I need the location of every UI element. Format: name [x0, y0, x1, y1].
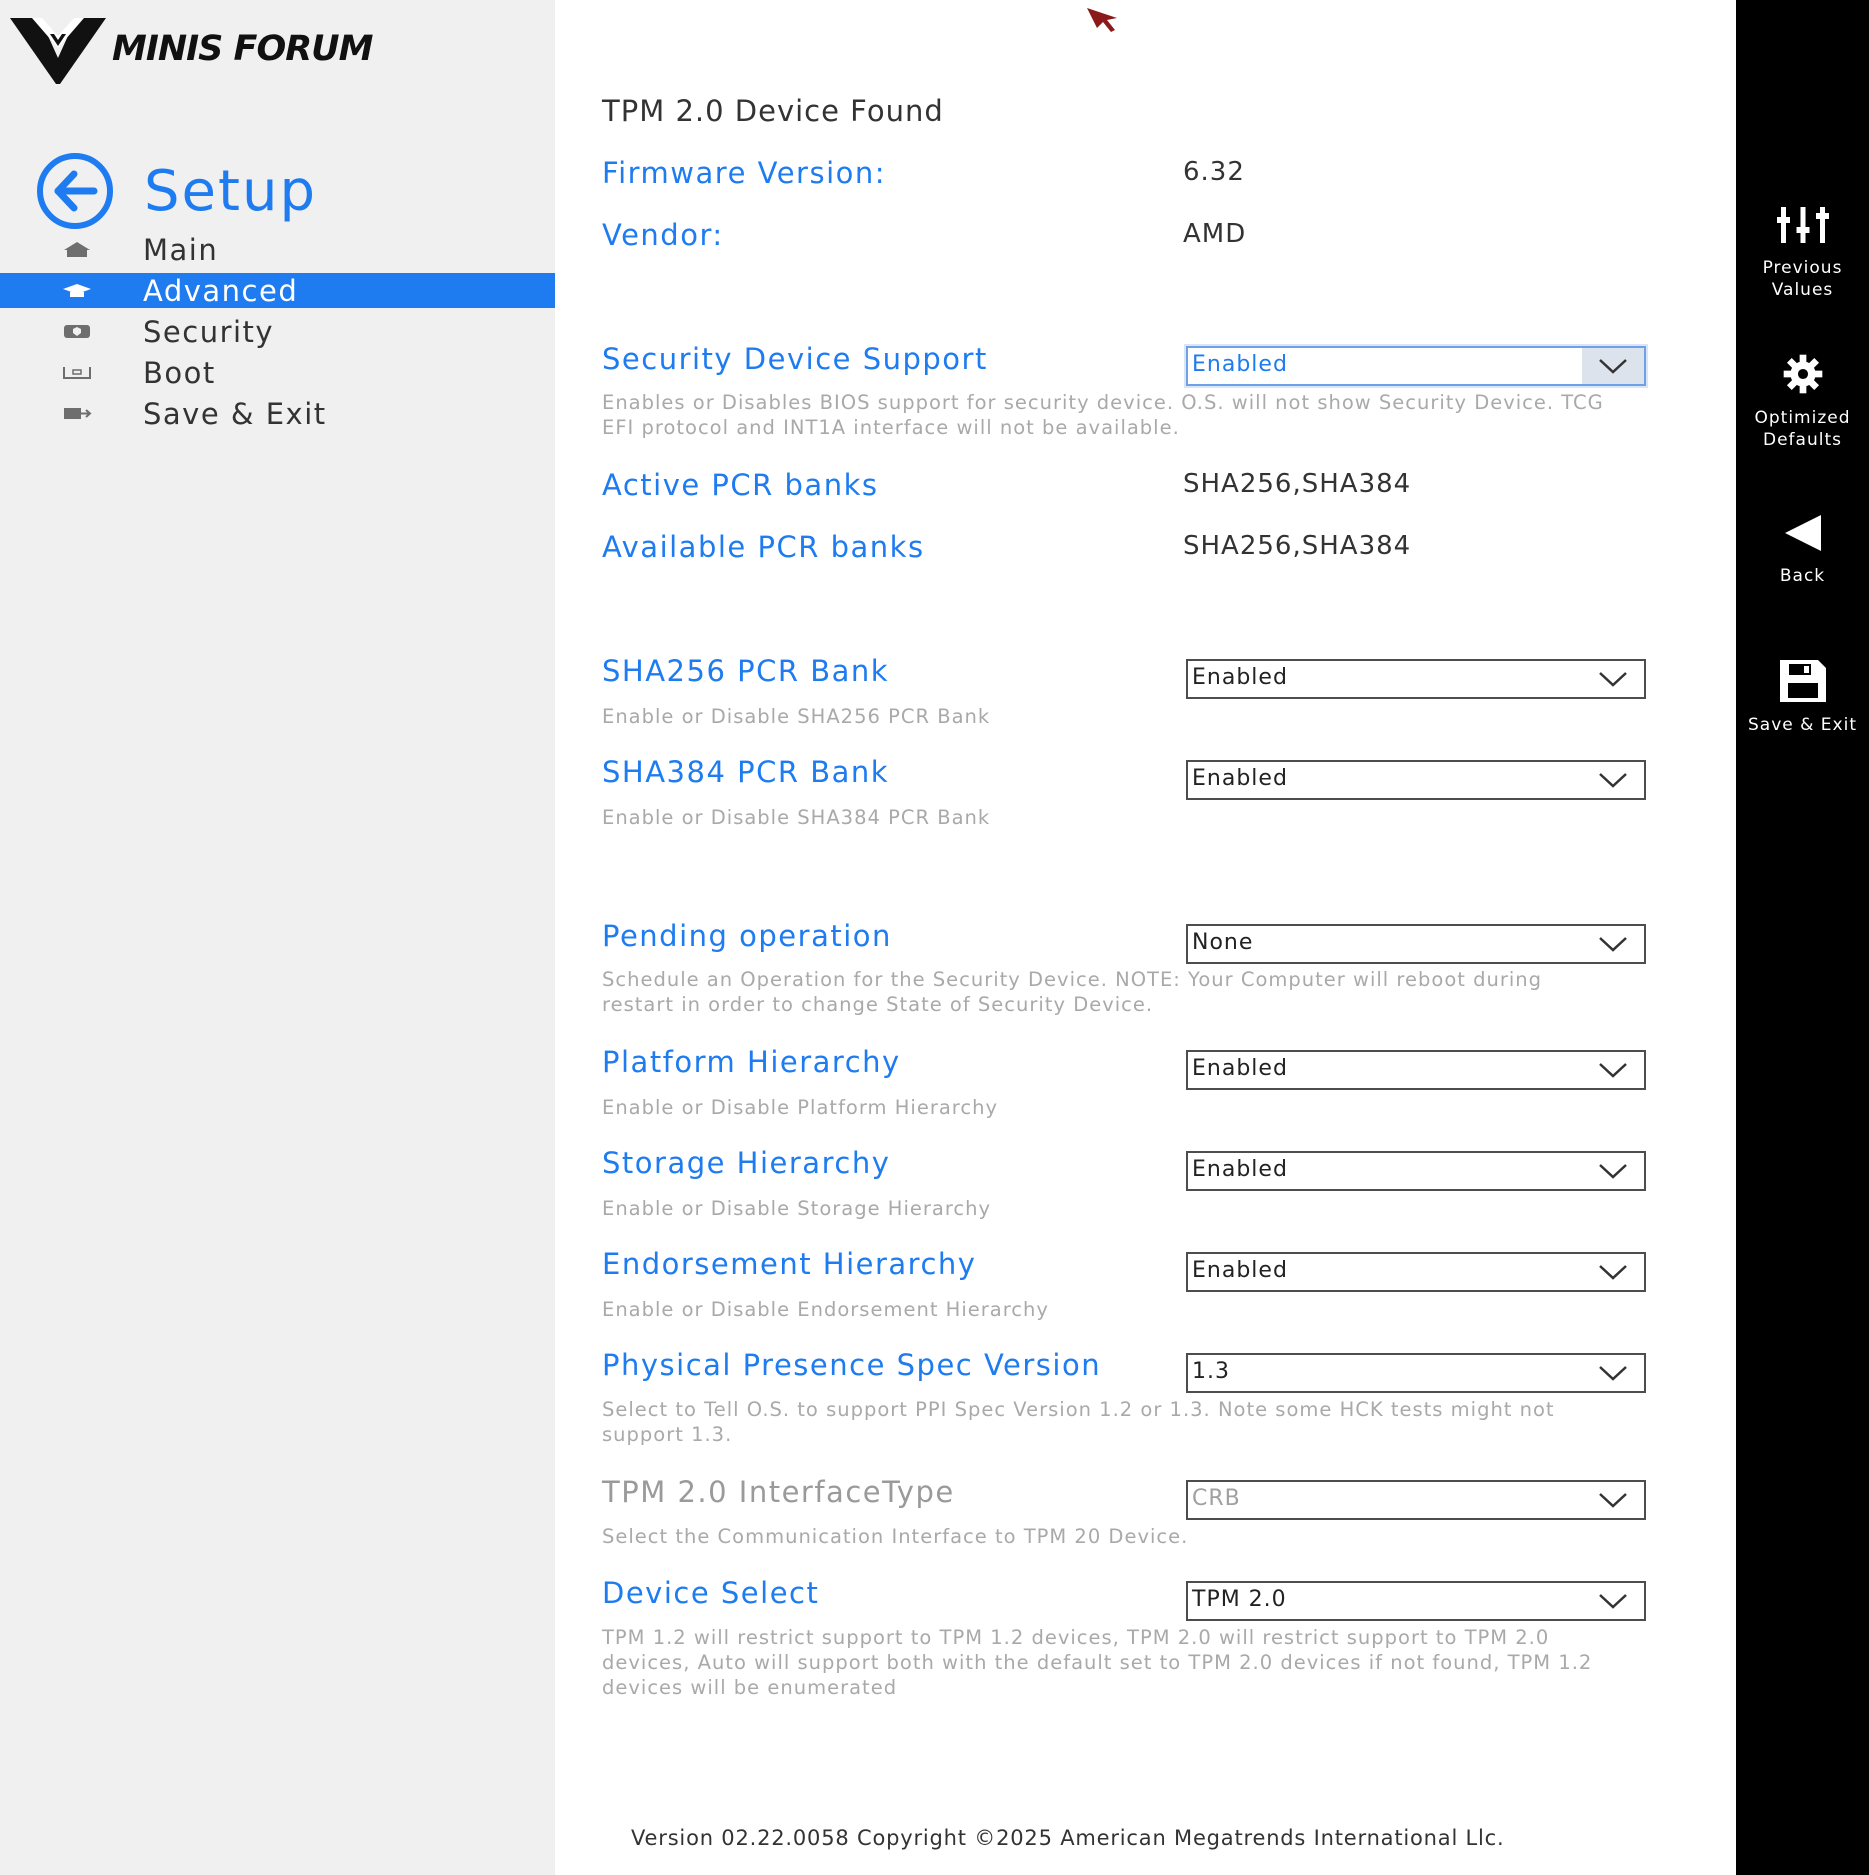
vendor-label: Vendor:	[602, 218, 724, 252]
select-value: Enabled	[1192, 1258, 1288, 1283]
triangle-left-icon	[1781, 513, 1825, 553]
active-pcr-banks-label: Active PCR banks	[602, 468, 879, 502]
sidebar	[0, 0, 555, 1875]
chevron-down-icon	[1582, 661, 1644, 697]
optimized-defaults-label: Optimized Defaults	[1754, 408, 1851, 450]
sidebar-item-security[interactable]	[0, 314, 555, 349]
brand-logo	[10, 14, 372, 84]
available-pcr-banks-value: SHA256,SHA384	[1183, 531, 1412, 561]
sha256-pcr-bank-label: SHA256 PCR Bank	[602, 654, 890, 688]
security-device-support-help: Enables or Disables BIOS support for security device. O.S. will not show Security Device. TCG EFI protocol and INT1A interface will not be available.	[602, 391, 1604, 439]
setup-title: Setup	[144, 158, 317, 224]
back-arrow-circle-icon[interactable]	[36, 152, 114, 230]
chevron-down-icon	[1582, 1355, 1644, 1391]
select-value: Enabled	[1192, 766, 1288, 791]
tpm-interface-type-label: TPM 2.0 InterfaceType	[602, 1475, 955, 1509]
sidebar-item-main[interactable]	[0, 232, 555, 267]
brand-name: MINIS FORUM	[112, 29, 373, 69]
chevron-down-icon	[1582, 762, 1644, 798]
storage-hierarchy-select[interactable]	[1186, 1151, 1646, 1191]
action-bar	[1736, 0, 1869, 1875]
main-panel	[555, 0, 1736, 1875]
endorsement-hierarchy-label: Endorsement Hierarchy	[602, 1247, 977, 1281]
platform-hierarchy-help: Enable or Disable Platform Hierarchy	[602, 1096, 998, 1119]
select-value: 1.3	[1192, 1359, 1230, 1384]
previous-values-label: Previous Values	[1762, 258, 1843, 300]
endorsement-hierarchy-select[interactable]	[1186, 1252, 1646, 1292]
tpm-interface-type-help: Select the Communication Interface to TPM 20 Device.	[602, 1525, 1189, 1548]
sidebar-item-label: Advanced	[143, 273, 299, 308]
security-device-support-select[interactable]	[1186, 346, 1646, 386]
sha256-pcr-bank-help: Enable or Disable SHA256 PCR Bank	[602, 705, 991, 728]
sha256-pcr-bank-select[interactable]	[1186, 659, 1646, 699]
select-value: Enabled	[1192, 665, 1288, 690]
device-select-label: Device Select	[602, 1576, 820, 1610]
mouse-cursor-icon	[1085, 4, 1121, 34]
chevron-down-icon	[1582, 1153, 1644, 1189]
sha384-pcr-bank-select[interactable]	[1186, 760, 1646, 800]
endorsement-hierarchy-help: Enable or Disable Endorsement Hierarchy	[602, 1298, 1049, 1321]
gear-icon	[1778, 353, 1828, 395]
firmware-version-label: Firmware Version:	[602, 156, 887, 190]
tpm-device-heading: TPM 2.0 Device Found	[602, 94, 944, 128]
chevron-down-icon	[1582, 348, 1644, 384]
shield-icon	[62, 323, 92, 340]
sidebar-item-label: Main	[143, 232, 219, 267]
pending-operation-label: Pending operation	[602, 919, 892, 953]
storage-hierarchy-label: Storage Hierarchy	[602, 1146, 891, 1180]
sidebar-item-label: Boot	[143, 355, 216, 390]
back-button[interactable]	[1736, 513, 1869, 587]
sidebar-item-advanced[interactable]	[0, 273, 555, 308]
physical-presence-spec-version-help: Select to Tell O.S. to support PPI Spec Version 1.2 or 1.3. Note some HCK tests might not support 1.3.	[602, 1398, 1555, 1446]
version-footer: Version 02.22.0058 Copyright ©2025 American Megatrends International Llc.	[631, 1826, 1505, 1850]
firmware-version-value: 6.32	[1183, 157, 1245, 187]
optimized-defaults-button[interactable]	[1736, 353, 1869, 451]
sha384-pcr-bank-help: Enable or Disable SHA384 PCR Bank	[602, 806, 991, 829]
back-label: Back	[1779, 566, 1826, 586]
security-device-support-label: Security Device Support	[602, 342, 988, 376]
select-value: Enabled	[1192, 1056, 1288, 1081]
sidebar-item-label: Security	[143, 314, 275, 349]
available-pcr-banks-label: Available PCR banks	[602, 530, 925, 564]
sidebar-nav	[0, 232, 555, 437]
sidebar-item-label: Save & Exit	[143, 396, 327, 431]
platform-hierarchy-label: Platform Hierarchy	[602, 1045, 901, 1079]
sidebar-item-save-exit[interactable]	[0, 396, 555, 431]
previous-values-button[interactable]	[1736, 205, 1869, 301]
chevron-down-icon	[1582, 1254, 1644, 1290]
select-value: Enabled	[1192, 352, 1288, 377]
select-value: TPM 2.0	[1192, 1587, 1287, 1612]
device-select-help: TPM 1.2 will restrict support to TPM 1.2 devices, TPM 2.0 will restrict support to TPM 2.0 devices, Auto will support both with the default set to TPM 2.0 devices if not found, TPM 1.2 devices will be enumerated	[602, 1626, 1593, 1699]
storage-hierarchy-help: Enable or Disable Storage Hierarchy	[602, 1197, 992, 1220]
sidebar-item-boot[interactable]	[0, 355, 555, 390]
chevron-down-icon	[1582, 1583, 1644, 1619]
home-icon	[62, 241, 92, 258]
platform-hierarchy-select[interactable]	[1186, 1050, 1646, 1090]
select-value: None	[1192, 930, 1254, 955]
minisforum-logo-icon	[10, 14, 106, 84]
sliders-icon	[1777, 205, 1829, 245]
floppy-disk-icon	[1780, 660, 1826, 702]
boot-icon	[62, 364, 92, 381]
graduation-cap-icon	[62, 282, 92, 299]
save-exit-button[interactable]	[1736, 660, 1869, 736]
chevron-down-icon	[1582, 1052, 1644, 1088]
chevron-down-icon	[1582, 926, 1644, 962]
device-select-select[interactable]	[1186, 1581, 1646, 1621]
setup-header	[36, 152, 317, 230]
save-exit-icon	[62, 405, 92, 422]
pending-operation-help: Schedule an Operation for the Security Device. NOTE: Your Computer will reboot during restart in order to change State of Security Device.	[602, 968, 1543, 1016]
select-value: Enabled	[1192, 1157, 1288, 1182]
sha384-pcr-bank-label: SHA384 PCR Bank	[602, 755, 890, 789]
physical-presence-spec-version-select[interactable]	[1186, 1353, 1646, 1393]
active-pcr-banks-value: SHA256,SHA384	[1183, 469, 1412, 499]
select-value: CRB	[1192, 1486, 1241, 1511]
chevron-down-icon	[1582, 1482, 1644, 1518]
pending-operation-select[interactable]	[1186, 924, 1646, 964]
tpm-interface-type-select	[1186, 1480, 1646, 1520]
physical-presence-spec-version-label: Physical Presence Spec Version	[602, 1348, 1102, 1382]
save-exit-label: Save & Exit	[1748, 715, 1857, 735]
vendor-value: AMD	[1183, 219, 1247, 249]
